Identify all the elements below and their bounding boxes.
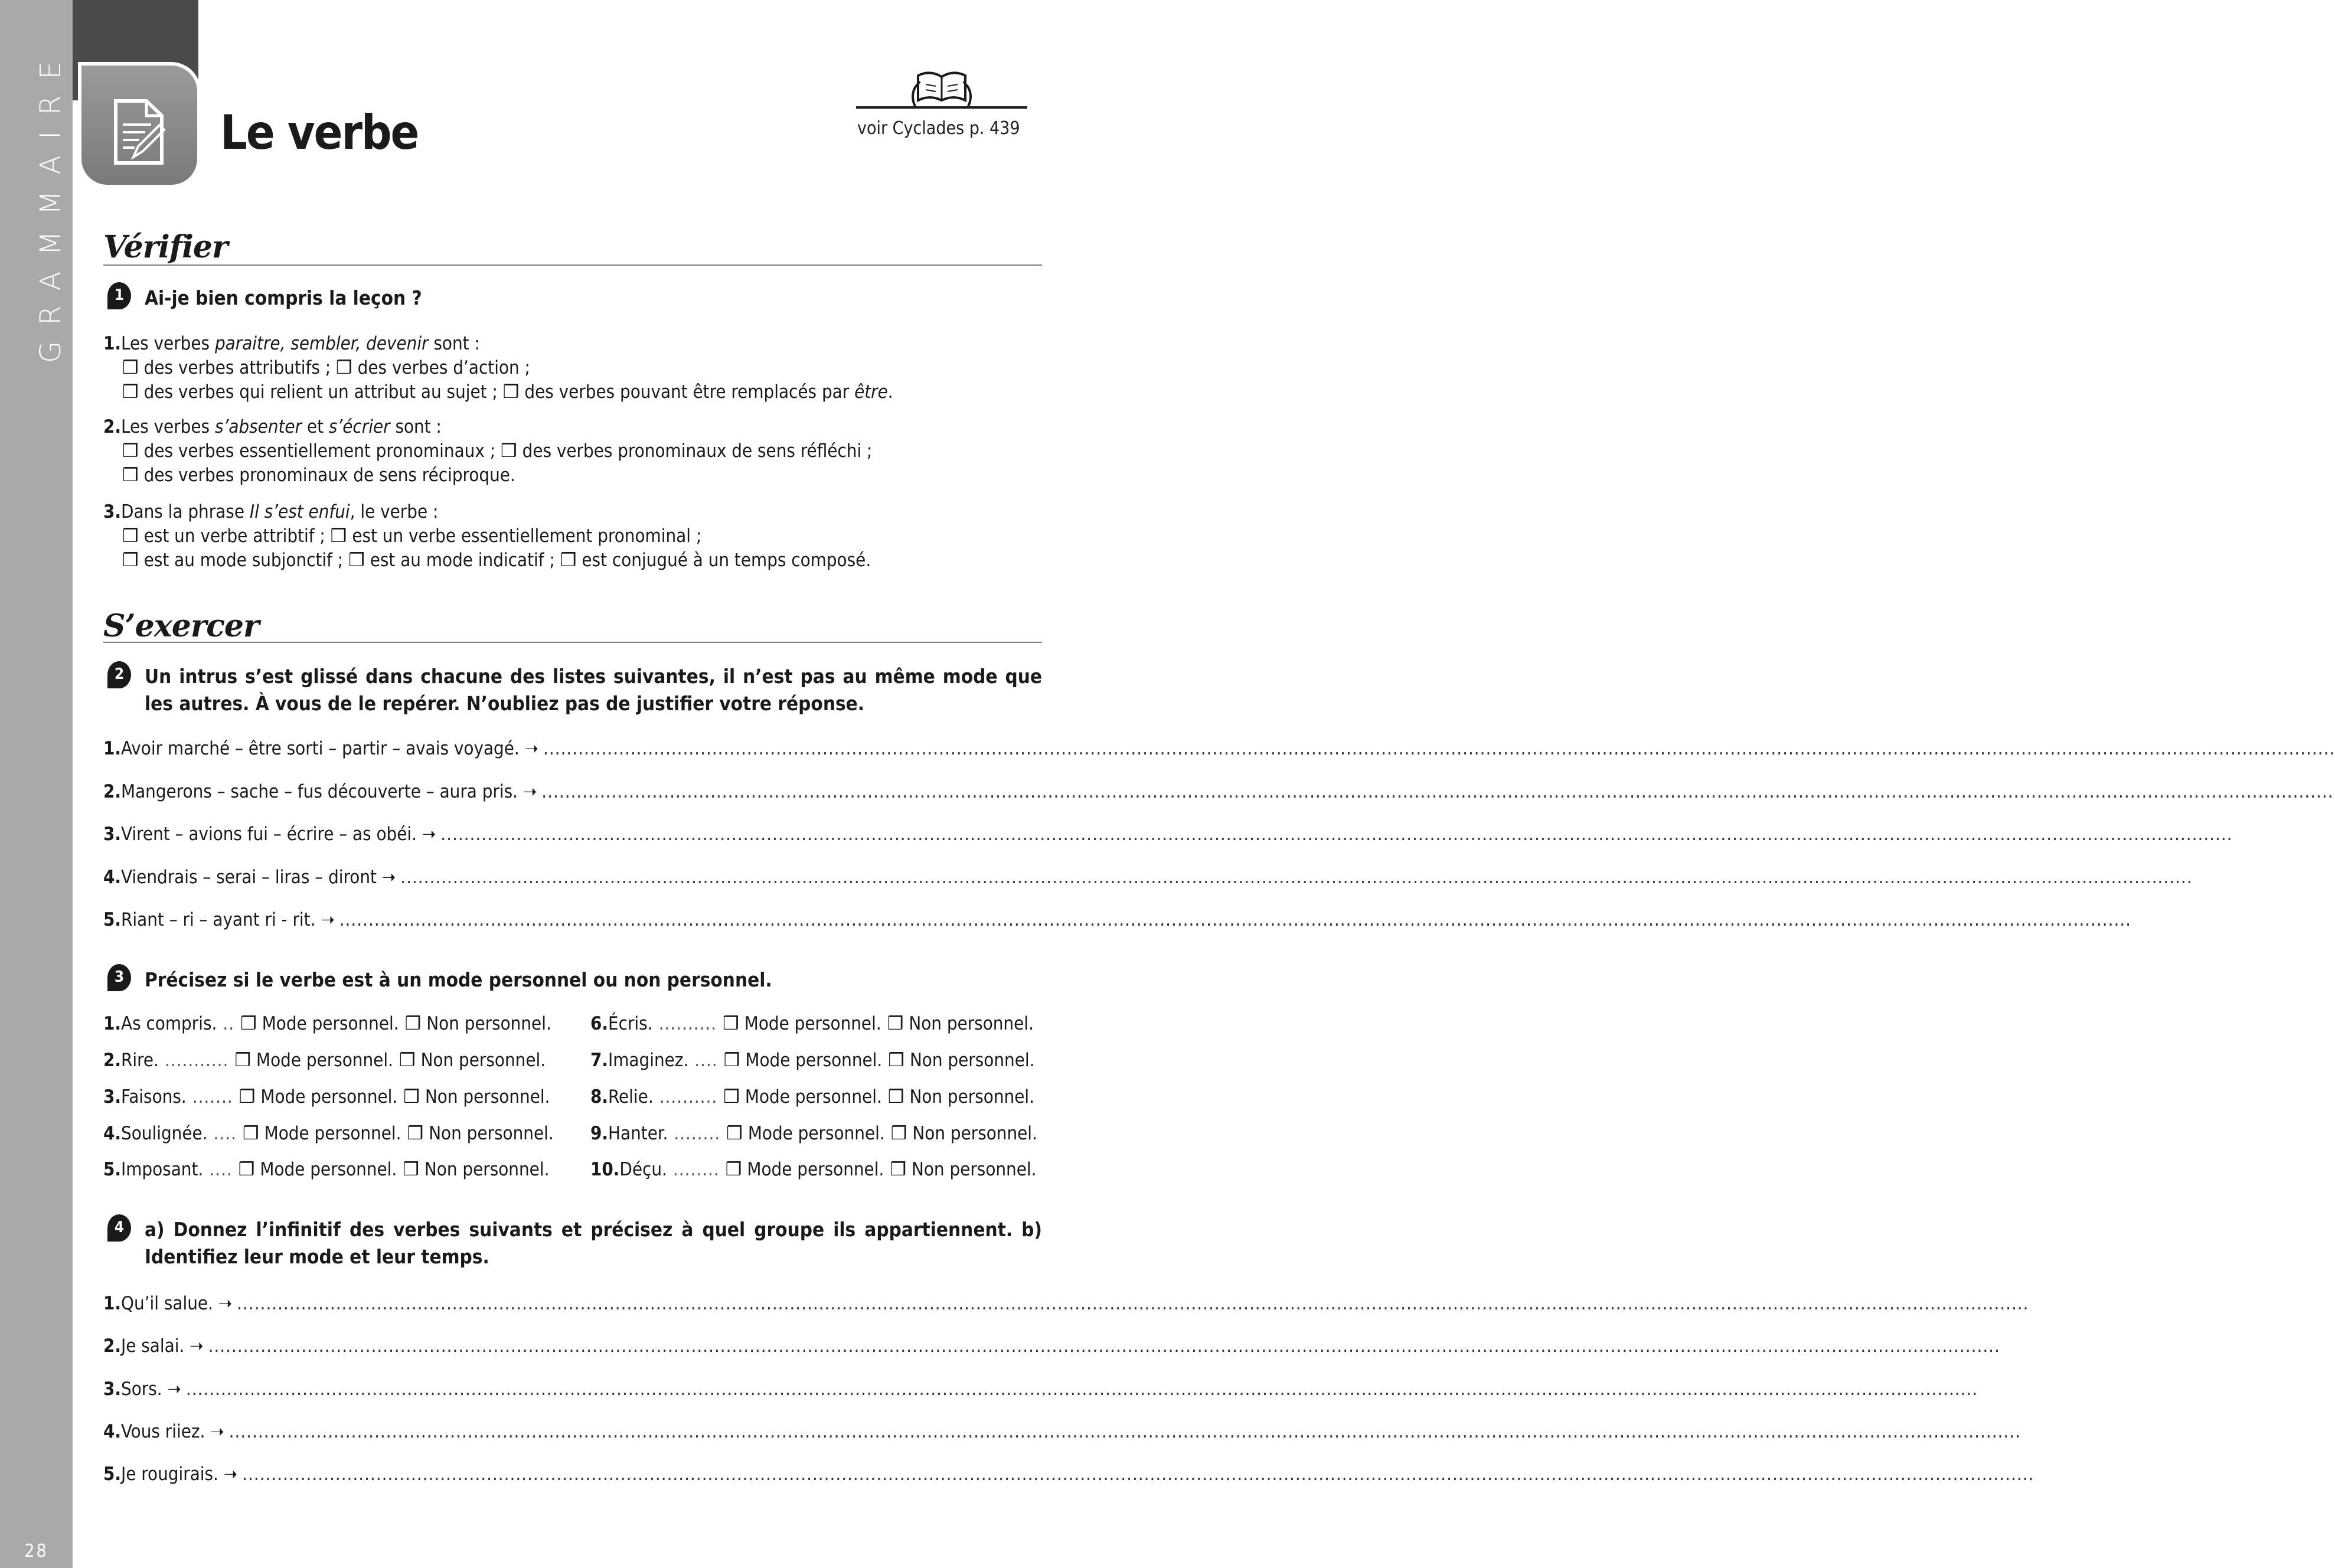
answer-line[interactable]: ....................................................................................................................................................................................................................................................................................................................	[242, 1464, 2034, 1485]
section-title-exercer: S’exercer	[103, 608, 259, 644]
checkbox[interactable]: ❒	[723, 1086, 740, 1108]
reading-person-icon	[856, 64, 1027, 111]
list-item: 6. Écris. .......... ❒ Mode personnel. ❒ Non personnel.	[590, 1013, 1034, 1034]
checkbox[interactable]: ❒	[122, 465, 139, 486]
checkbox[interactable]: ❒	[502, 381, 520, 403]
exercise-number: 2	[107, 661, 131, 688]
checkbox[interactable]: ❒	[723, 1013, 739, 1034]
exercise-title: Précisez si le verbe est à un mode personnel ou non personnel.	[145, 968, 772, 991]
list-item: 4. Soulignée. .... ❒ Mode personnel. ❒ Non personnel.	[103, 1123, 554, 1144]
checkbox[interactable]: ❒	[560, 550, 577, 571]
page-title: Le verbe	[220, 105, 419, 160]
checkbox[interactable]: ❒	[122, 550, 139, 571]
checkbox[interactable]: ❒	[238, 1159, 255, 1180]
answer-line[interactable]: ....................................................................................................................................................................................................................................................................................................................	[400, 867, 2193, 888]
checkbox[interactable]: ❒	[122, 525, 139, 547]
question-3: 3.Dans la phrase Il s’est enfui, le verbe : ❒ est un verbe attribtif ; ❒ est un verbe essentiellement pronominal ; ❒ est au mode subjonctif ; ❒ est au mode indicatif ; ❒ est conjugué à un temps composé.	[103, 501, 871, 571]
list-item: 5. Je rougirais. ➝ ....................................................................................................................................................................................................................................................................................................................	[103, 1464, 2034, 1485]
checkbox[interactable]: ❒	[888, 1050, 905, 1071]
list-item: 4. Vous riiez. ➝ ....................................................................................................................................................................................................................................................................................................................	[103, 1421, 2021, 1442]
question-2: 2.Les verbes s’absenter et s’écrier sont : ❒ des verbes essentiellement pronominaux ; ❒ des verbes pronominaux de sens réfléchi ; ❒ des verbes pronominaux de sens réciproque.	[103, 416, 873, 486]
checkbox[interactable]: ❒	[403, 1086, 420, 1108]
exercise-number: 1	[107, 282, 131, 309]
list-item: 4. Viendrais – serai – liras – diront ➝ ....................................................................................................................................................................................................................................................................................................................	[103, 867, 2193, 888]
question-1: 1.Les verbes paraitre, sembler, devenir sont : ❒ des verbes attributifs ; ❒ des verbes d’action ; ❒ des verbes qui relient un attribut au sujet ; ❒ des verbes pouvant être remplacés par être.	[103, 333, 893, 403]
answer-line[interactable]: ....................................................................................................................................................................................................................................................................................................................	[208, 1335, 2000, 1357]
answer-line[interactable]: ....................................................................................................................................................................................................................................................................................................................	[228, 1421, 2021, 1442]
checkbox[interactable]: ❒	[725, 1159, 742, 1180]
section-rule	[103, 642, 1042, 643]
exercise-number: 4	[107, 1214, 131, 1242]
list-item: 3. Sors. ➝ ....................................................................................................................................................................................................................................................................................................................	[103, 1378, 1978, 1400]
checkbox[interactable]: ❒	[887, 1086, 904, 1108]
list-item: 1. Avoir marché – être sorti – partir – avais voyagé. ➝ ....................................................................................................................................................................................................................................................................................................................	[103, 738, 2335, 759]
list-item: 3. Faisons. ....... ❒ Mode personnel. ❒ Non personnel.	[103, 1086, 550, 1108]
list-item: 10. Déçu. ........ ❒ Mode personnel. ❒ Non personnel.	[590, 1159, 1037, 1180]
exercise-number: 3	[107, 964, 131, 991]
checkbox[interactable]: ❒	[122, 357, 139, 378]
list-item: 8. Relie. .......... ❒ Mode personnel. ❒ Non personnel.	[590, 1086, 1034, 1108]
checkbox[interactable]: ❒	[240, 1013, 257, 1034]
checkbox[interactable]: ❒	[348, 550, 365, 571]
checkbox[interactable]: ❒	[890, 1123, 907, 1144]
checkbox[interactable]: ❒	[726, 1123, 743, 1144]
list-item: 5. Riant – ri – ayant ri - rit. ➝ ....................................................................................................................................................................................................................................................................................................................	[103, 909, 2132, 930]
list-item: 1. As compris. .. ❒ Mode personnel. ❒ Non personnel.	[103, 1013, 551, 1034]
section-title-verifier: Vérifier	[103, 229, 228, 265]
document-pencil-icon	[78, 62, 201, 188]
checkbox[interactable]: ❒	[234, 1050, 252, 1071]
list-item: 5. Imposant. .... ❒ Mode personnel. ❒ Non personnel.	[103, 1159, 550, 1180]
section-rule	[103, 264, 1042, 266]
checkbox[interactable]: ❒	[887, 1013, 904, 1034]
list-item: 1. Qu’il salue. ➝ ....................................................................................................................................................................................................................................................................................................................	[103, 1293, 2029, 1314]
list-item: 9. Hanter. ........ ❒ Mode personnel. ❒ Non personnel.	[590, 1123, 1037, 1144]
list-item: 7. Imaginez. .... ❒ Mode personnel. ❒ Non personnel.	[590, 1050, 1035, 1071]
page-number: 28	[24, 1541, 48, 1562]
checkbox[interactable]: ❒	[723, 1050, 740, 1071]
checkbox[interactable]: ❒	[399, 1050, 416, 1071]
answer-line[interactable]: ....................................................................................................................................................................................................................................................................................................................	[339, 909, 2132, 930]
checkbox[interactable]: ❒	[242, 1123, 259, 1144]
checkbox[interactable]: ❒	[890, 1159, 907, 1180]
checkbox[interactable]: ❒	[239, 1086, 256, 1108]
exercise-title: Un intrus s’est glissé dans chacune des listes suivantes, il n’est pas au même mode que les autres. À vous de le repérer. N’oubliez pas de justifier votre réponse.	[145, 665, 1042, 715]
list-item: 2. Mangerons – sache – fus découverte – aura pris. ➝ ....................................................................................................................................................................................................................................................................................................................	[103, 781, 2334, 802]
list-item: 3. Virent – avions fui – écrire – as obéi. ➝ ....................................................................................................................................................................................................................................................................................................................	[103, 824, 2233, 845]
list-item: 2. Rire. ........... ❒ Mode personnel. ❒ Non personnel.	[103, 1050, 546, 1071]
checkbox[interactable]: ❒	[122, 440, 139, 462]
answer-line[interactable]: ....................................................................................................................................................................................................................................................................................................................	[541, 781, 2334, 802]
answer-line[interactable]: ....................................................................................................................................................................................................................................................................................................................	[185, 1378, 1978, 1400]
checkbox[interactable]: ❒	[500, 440, 517, 462]
checkbox[interactable]: ❒	[122, 381, 139, 403]
exercise-title: Ai-je bien compris la leçon ?	[145, 286, 422, 309]
reference-text: voir Cyclades p. 439	[857, 118, 1020, 139]
checkbox[interactable]: ❒	[404, 1013, 422, 1034]
checkbox[interactable]: ❒	[330, 525, 347, 547]
exercise-title: a) Donnez l’infinitif des verbes suivants et précisez à quel groupe ils appartiennent. b) Identifiez leur mode et leur temps.	[145, 1218, 1042, 1268]
answer-line[interactable]: ....................................................................................................................................................................................................................................................................................................................	[543, 738, 2335, 759]
list-item: 2. Je salai. ➝ ....................................................................................................................................................................................................................................................................................................................	[103, 1335, 2000, 1357]
answer-line[interactable]: ....................................................................................................................................................................................................................................................................................................................	[440, 824, 2233, 845]
checkbox[interactable]: ❒	[407, 1123, 424, 1144]
checkbox[interactable]: ❒	[335, 357, 352, 378]
answer-line[interactable]: ....................................................................................................................................................................................................................................................................................................................	[237, 1293, 2029, 1314]
checkbox[interactable]: ❒	[403, 1159, 420, 1180]
